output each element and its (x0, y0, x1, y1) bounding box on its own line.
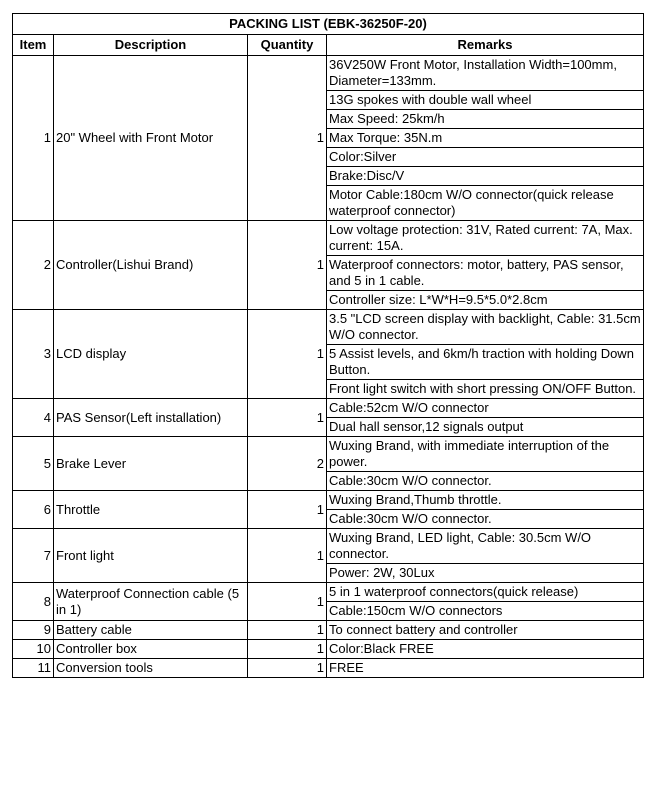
item-remark: Motor Cable:180cm W/O connector(quick release waterproof connector) (327, 186, 644, 221)
item-number: 3 (13, 310, 54, 399)
item-remark: Color:Black FREE (327, 640, 644, 659)
item-remark: Brake:Disc/V (327, 167, 644, 186)
item-quantity: 1 (248, 621, 327, 640)
item-remark: Max Torque: 35N.m (327, 129, 644, 148)
item-number: 8 (13, 583, 54, 621)
item-remark: 3.5 "LCD screen display with backlight, Cable: 31.5cm W/O connector. (327, 310, 644, 345)
item-quantity: 1 (248, 491, 327, 529)
item-remark: Wuxing Brand,Thumb throttle. (327, 491, 644, 510)
item-remark: Front light switch with short pressing ON/OFF Button. (327, 380, 644, 399)
item-quantity: 1 (248, 399, 327, 437)
item-quantity: 1 (248, 583, 327, 621)
item-remark: Wuxing Brand, LED light, Cable: 30.5cm W/O connector. (327, 529, 644, 564)
item-quantity: 1 (248, 310, 327, 399)
item-remark: Cable:150cm W/O connectors (327, 602, 644, 621)
table-body (13, 56, 644, 678)
header-description: Description (54, 35, 248, 56)
item-remark: Waterproof connectors: motor, battery, PAS sensor, and 5 in 1 cable. (327, 256, 644, 291)
item-number: 10 (13, 640, 54, 659)
item-description: Controller box (54, 640, 248, 659)
header-item: Item (13, 35, 54, 56)
item-description: 20" Wheel with Front Motor (54, 56, 248, 221)
item-description: PAS Sensor(Left installation) (54, 399, 248, 437)
item-remark: 5 in 1 waterproof connectors(quick release) (327, 583, 644, 602)
item-remark: Controller size: L*W*H=9.5*5.0*2.8cm (327, 291, 644, 310)
item-remark: Wuxing Brand, with immediate interruption of the power. (327, 437, 644, 472)
table-row (13, 437, 644, 472)
item-description: Throttle (54, 491, 248, 529)
item-number: 9 (13, 621, 54, 640)
item-remark: Color:Silver (327, 148, 644, 167)
item-remark: Low voltage protection: 31V, Rated current: 7A, Max. current: 15A. (327, 221, 644, 256)
item-description: Battery cable (54, 621, 248, 640)
table-row (13, 491, 644, 510)
table-row (13, 399, 644, 418)
header-quantity: Quantity (248, 35, 327, 56)
item-description: Front light (54, 529, 248, 583)
header-remarks: Remarks (327, 35, 644, 56)
item-number: 1 (13, 56, 54, 221)
item-description: Waterproof Connection cable (5 in 1) (54, 583, 248, 621)
item-description: Controller(Lishui Brand) (54, 221, 248, 310)
item-description: Brake Lever (54, 437, 248, 491)
table-row (13, 640, 644, 659)
item-quantity: 1 (248, 659, 327, 678)
item-remark: 36V250W Front Motor, Installation Width=100mm, Diameter=133mm. (327, 56, 644, 91)
item-remark: Power: 2W, 30Lux (327, 564, 644, 583)
item-number: 7 (13, 529, 54, 583)
table-title: PACKING LIST (EBK-36250F-20) (13, 14, 644, 35)
item-remark: FREE (327, 659, 644, 678)
header-row (13, 35, 644, 56)
item-number: 11 (13, 659, 54, 678)
item-number: 6 (13, 491, 54, 529)
item-quantity: 1 (248, 529, 327, 583)
item-number: 4 (13, 399, 54, 437)
table-row (13, 529, 644, 564)
item-description: LCD display (54, 310, 248, 399)
item-remark: Max Speed: 25km/h (327, 110, 644, 129)
table-row (13, 583, 644, 602)
item-number: 5 (13, 437, 54, 491)
item-quantity: 1 (248, 221, 327, 310)
item-description: Conversion tools (54, 659, 248, 678)
item-remark: 13G spokes with double wall wheel (327, 91, 644, 110)
packing-list-table (12, 13, 644, 678)
item-remark: 5 Assist levels, and 6km/h traction with holding Down Button. (327, 345, 644, 380)
item-quantity: 2 (248, 437, 327, 491)
table-row (13, 310, 644, 345)
item-quantity: 1 (248, 640, 327, 659)
item-remark: To connect battery and controller (327, 621, 644, 640)
item-remark: Cable:30cm W/O connector. (327, 472, 644, 491)
table-row (13, 659, 644, 678)
item-remark: Cable:30cm W/O connector. (327, 510, 644, 529)
table-row (13, 221, 644, 256)
item-remark: Dual hall sensor,12 signals output (327, 418, 644, 437)
table-row (13, 621, 644, 640)
item-number: 2 (13, 221, 54, 310)
table-row (13, 56, 644, 91)
item-remark: Cable:52cm W/O connector (327, 399, 644, 418)
item-quantity: 1 (248, 56, 327, 221)
